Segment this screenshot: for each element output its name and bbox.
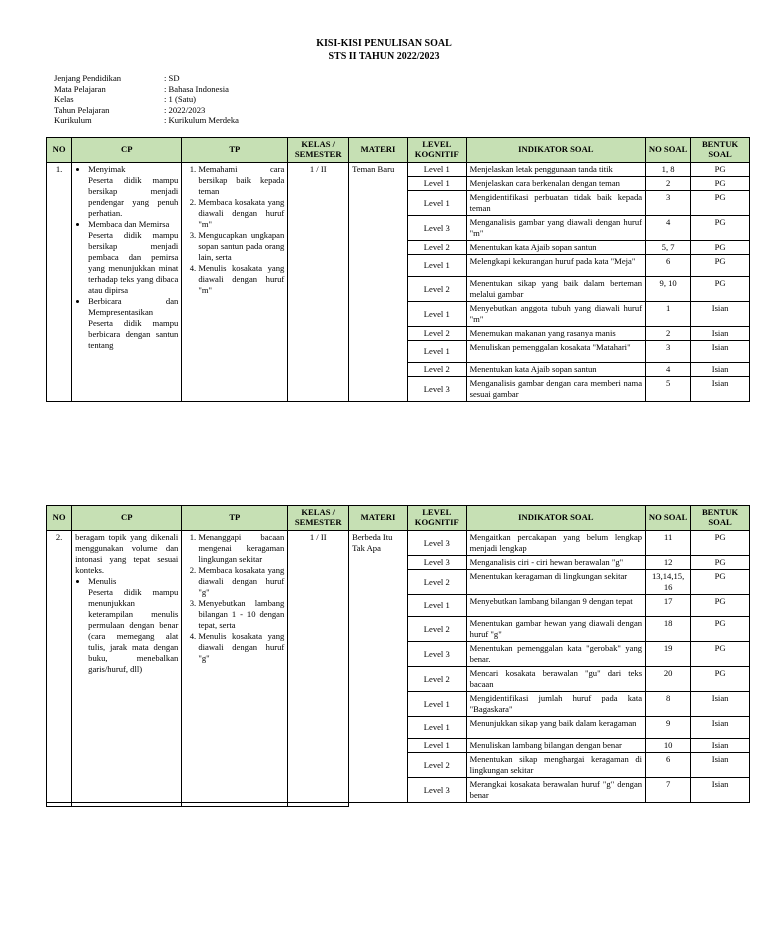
col-no-soal: NO SOAL [646, 138, 691, 163]
materi: Berbeda Itu Tak Apa [349, 531, 408, 803]
bentuk-soal: Isian [691, 377, 750, 402]
no-soal: 17 [646, 595, 691, 617]
no-soal: 20 [646, 667, 691, 692]
level-kognitif: Level 1 [407, 255, 466, 277]
indikator-soal: Menjelaskan letak penggunaan tanda titik [466, 163, 645, 177]
bentuk-soal: PG [691, 556, 750, 570]
col-no: NO [47, 506, 72, 531]
level-kognitif: Level 3 [407, 531, 466, 556]
no-soal: 3 [646, 191, 691, 216]
indikator-soal: Menentukan sikap yang baik dalam berteman melalui gambar [466, 277, 645, 302]
meta-value: : 1 (Satu) [164, 94, 196, 104]
level-kognitif: Level 3 [407, 778, 466, 803]
col-kelas: KELAS / SEMESTER [288, 138, 349, 163]
tp-cell [182, 531, 288, 803]
meta-label: Tahun Pelajaran [54, 104, 110, 115]
col-no-soal: NO SOAL [646, 506, 691, 531]
level-kognitif: Level 2 [407, 241, 466, 255]
tp-list [185, 532, 284, 664]
level-kognitif: Level 1 [407, 341, 466, 363]
col-level: LEVEL KOGNITIF [407, 506, 466, 531]
indikator-soal: Menganalisis gambar dengan cara memberi nama sesuai gambar [466, 377, 645, 402]
indikator-soal: Menentukan gambar hewan yang diawali dengan huruf "g" [466, 617, 645, 642]
level-kognitif: Level 2 [407, 363, 466, 377]
bentuk-soal: Isian [691, 341, 750, 363]
no-soal: 12 [646, 556, 691, 570]
cp-item-head: • Menulis [88, 576, 117, 586]
bentuk-soal: PG [691, 241, 750, 255]
indikator-soal: Menentukan kata Ajaib sopan santun [466, 241, 645, 255]
cp-list [75, 164, 178, 351]
document-title: KISI-KISI PENULISAN SOAL [316, 38, 452, 49]
col-bentuk: BENTUK SOAL [691, 138, 750, 163]
meta-value: : Bahasa Indonesia [164, 83, 229, 94]
indikator-soal: Menunjukkan sikap yang baik dalam keragaman [466, 717, 645, 739]
no-soal: 6 [646, 753, 691, 778]
bentuk-soal: PG [691, 595, 750, 617]
meta-value: : Kurikulum Merdeka [164, 115, 239, 125]
col-kelas: KELAS / SEMESTER [288, 506, 349, 531]
tp-item: 4. Menulis kosakata yang diawali dengan huruf "m" [198, 263, 284, 296]
indikator-soal: Menuliskan lambang bilangan dengan benar [466, 739, 645, 753]
no-soal: 9 [646, 717, 691, 739]
indikator-soal: Menjelaskan cara berkenalan dengan teman [466, 177, 645, 191]
cp-item [88, 219, 178, 296]
bentuk-soal: PG [691, 216, 750, 241]
bentuk-soal: PG [691, 667, 750, 692]
level-kognitif: Level 2 [407, 327, 466, 341]
col-indikator: INDIKATOR SOAL [466, 506, 645, 531]
indikator-soal: Menyebutkan lambang bilangan 9 dengan tepat [466, 595, 645, 617]
no-soal: 10 [646, 739, 691, 753]
no-soal: 8 [646, 692, 691, 717]
no-soal: 1, 8 [646, 163, 691, 177]
no-soal: 2 [646, 177, 691, 191]
no-soal: 5 [646, 377, 691, 402]
level-kognitif: Level 1 [407, 739, 466, 753]
no-soal: 7 [646, 778, 691, 803]
kelas-semester: 1 / II [288, 163, 349, 402]
col-no: NO [47, 138, 72, 163]
indikator-soal: Mengidentifikasi jumlah huruf pada kata "Bagaskara" [466, 692, 645, 717]
meta-label: Jenjang Pendidikan [54, 73, 122, 83]
cp-intro: beragam topik yang dikenali menggunakan volume dan intonasi yang tepat sesuai konteks. [75, 532, 179, 575]
level-kognitif: Level 1 [407, 177, 466, 191]
cp-item [88, 164, 178, 219]
bentuk-soal: Isian [691, 692, 750, 717]
col-cp: CP [72, 138, 182, 163]
materi: Teman Baru [349, 163, 408, 402]
cp-item-body: Peserta didik mampu bersikap menjadi pendengar yang penuh perhatian. [88, 175, 179, 218]
tp-cell [182, 163, 288, 402]
row-number: 1. [47, 163, 72, 402]
col-cp: CP [72, 506, 182, 531]
bentuk-soal: PG [691, 642, 750, 667]
cp-item [88, 576, 178, 675]
bentuk-soal: Isian [691, 363, 750, 377]
no-soal: 2 [646, 327, 691, 341]
no-soal: 4 [646, 216, 691, 241]
level-kognitif: Level 2 [407, 277, 466, 302]
bentuk-soal: PG [691, 570, 750, 595]
cp-item-body: Peserta didik mampu bersikap menjadi pembaca dan pemirsa yang menunjukkan minat terhadap teks yang dibaca atau dipirsa [88, 230, 179, 295]
cp-list [75, 576, 178, 675]
meta-label: Mata Pelajaran [54, 83, 106, 94]
cp-item [88, 296, 178, 351]
cp-item-body: Peserta didik mampu berbicara dengan santun tentang [88, 318, 179, 350]
cp-item-head: • Berbicara dan Mempresentasikan [88, 296, 179, 317]
meta-label: Kelas [54, 94, 74, 104]
bentuk-soal: Isian [691, 778, 750, 803]
level-kognitif: Level 1 [407, 692, 466, 717]
kisi-table-2 [46, 505, 750, 807]
no-soal: 19 [646, 642, 691, 667]
no-soal: 1 [646, 302, 691, 327]
tp-item: 1. Memahami cara bersikap baik kepada teman [198, 164, 284, 197]
indikator-soal: Menentukan sikap menghargai keragaman di lingkungan sekitar [466, 753, 645, 778]
no-soal: 18 [646, 617, 691, 642]
bentuk-soal: Isian [691, 327, 750, 341]
bentuk-soal: PG [691, 531, 750, 556]
level-kognitif: Level 1 [407, 191, 466, 216]
meta-label: Kurikulum [54, 115, 92, 125]
level-kognitif: Level 1 [407, 302, 466, 327]
col-indikator: INDIKATOR SOAL [466, 138, 645, 163]
table-row [47, 163, 750, 177]
level-kognitif: Level 3 [407, 556, 466, 570]
indikator-soal: Menyebutkan anggota tubuh yang diawali huruf "m" [466, 302, 645, 327]
col-level: LEVEL KOGNITIF [407, 138, 466, 163]
tp-item: 3. Menyebutkan lambang bilangan 1 - 10 dengan tepat, serta [198, 598, 284, 631]
document-subtitle: STS II TAHUN 2022/2023 [328, 51, 440, 62]
level-kognitif: Level 2 [407, 617, 466, 642]
no-soal: 9, 10 [646, 277, 691, 302]
level-kognitif: Level 1 [407, 717, 466, 739]
level-kognitif: Level 1 [407, 595, 466, 617]
indikator-soal: Mengaitkan percakapan yang belum lengkap menjadi lengkap [466, 531, 645, 556]
bentuk-soal: PG [691, 255, 750, 277]
level-kognitif: Level 2 [407, 570, 466, 595]
level-kognitif: Level 3 [407, 216, 466, 241]
no-soal: 6 [646, 255, 691, 277]
tp-item: 3. Mengucapkan ungkapan sopan santun pada orang lain, serta [198, 230, 284, 263]
bentuk-soal: PG [691, 277, 750, 302]
indikator-soal: Menentukan keragaman di lingkungan sekitar [466, 570, 645, 595]
bentuk-soal: Isian [691, 739, 750, 753]
table-header [47, 138, 750, 163]
no-soal: 13,14,15, 16 [646, 570, 691, 595]
tp-item: 2. Membaca kosakata yang diawali dengan huruf "g" [198, 565, 284, 598]
col-materi: MATERI [349, 138, 408, 163]
cp-item-head: • Membaca dan Memirsa [88, 219, 170, 229]
meta-value: : 2022/2023 [164, 104, 206, 115]
filler-cell [72, 803, 182, 807]
tp-list [185, 164, 284, 296]
indikator-soal: Menganalisis ciri - ciri hewan berawalan "g" [466, 556, 645, 570]
col-materi: MATERI [349, 506, 408, 531]
table-row [47, 531, 750, 556]
kelas-semester: 1 / II [288, 531, 349, 803]
level-kognitif: Level 2 [407, 753, 466, 778]
bentuk-soal: PG [691, 177, 750, 191]
cp-cell [72, 163, 182, 402]
level-kognitif: Level 3 [407, 377, 466, 402]
bentuk-soal: Isian [691, 302, 750, 327]
filler-cell [182, 803, 288, 807]
col-tp: TP [182, 138, 288, 163]
bentuk-soal: Isian [691, 717, 750, 739]
tp-item: 4. Menulis kosakata yang diawali dengan huruf "g" [198, 631, 284, 664]
bentuk-soal: PG [691, 191, 750, 216]
indikator-soal: Mencari kosakata berawalan "gu" dari teks bacaan [466, 667, 645, 692]
bentuk-soal: Isian [691, 753, 750, 778]
bentuk-soal: PG [691, 617, 750, 642]
col-tp: TP [182, 506, 288, 531]
bentuk-soal: PG [691, 163, 750, 177]
indikator-soal: Menuliskan pemenggalan kosakata "Matahari" [466, 341, 645, 363]
level-kognitif: Level 1 [407, 163, 466, 177]
no-soal: 4 [646, 363, 691, 377]
cp-item-head: • Menyimak [88, 164, 126, 174]
tp-item: 1. Menanggapi bacaan mengenai keragaman lingkungan sekitar [198, 532, 284, 565]
table-filler-row [47, 803, 750, 807]
filler-cell [288, 803, 349, 807]
meta-value: : SD [164, 73, 180, 83]
level-kognitif: Level 3 [407, 642, 466, 667]
indikator-soal: Melengkapi kekurangan huruf pada kata "Meja" [466, 255, 645, 277]
tp-item: 2. Membaca kosakata yang diawali dengan huruf "m" [198, 197, 284, 230]
col-bentuk: BENTUK SOAL [691, 506, 750, 531]
indikator-soal: Menentukan kata Ajaib sopan santun [466, 363, 645, 377]
cp-item-body: Peserta didik mampu menunjukkan keterampilan menulis permulaan dengan benar (cara memegang alat tulis, jarak mata dengan buku, menebalkan garis/huruf, dll) [88, 587, 179, 674]
table-header [47, 506, 750, 531]
indikator-soal: Menentukan pemenggalan kata "gerobak" yang benar. [466, 642, 645, 667]
no-soal: 3 [646, 341, 691, 363]
indikator-soal: Menemukan makanan yang rasanya manis [466, 327, 645, 341]
indikator-soal: Mengidentifikasi perbuatan tidak baik kepada teman [466, 191, 645, 216]
level-kognitif: Level 2 [407, 667, 466, 692]
row-number: 2. [47, 531, 72, 803]
indikator-soal: Merangkai kosakata berawalan huruf "g" dengan benar [466, 778, 645, 803]
cp-cell [72, 531, 182, 803]
kisi-table-1 [46, 137, 750, 402]
no-soal: 11 [646, 531, 691, 556]
filler-cell [47, 803, 72, 807]
indikator-soal: Menganalisis gambar yang diawali dengan huruf "m" [466, 216, 645, 241]
no-soal: 5, 7 [646, 241, 691, 255]
